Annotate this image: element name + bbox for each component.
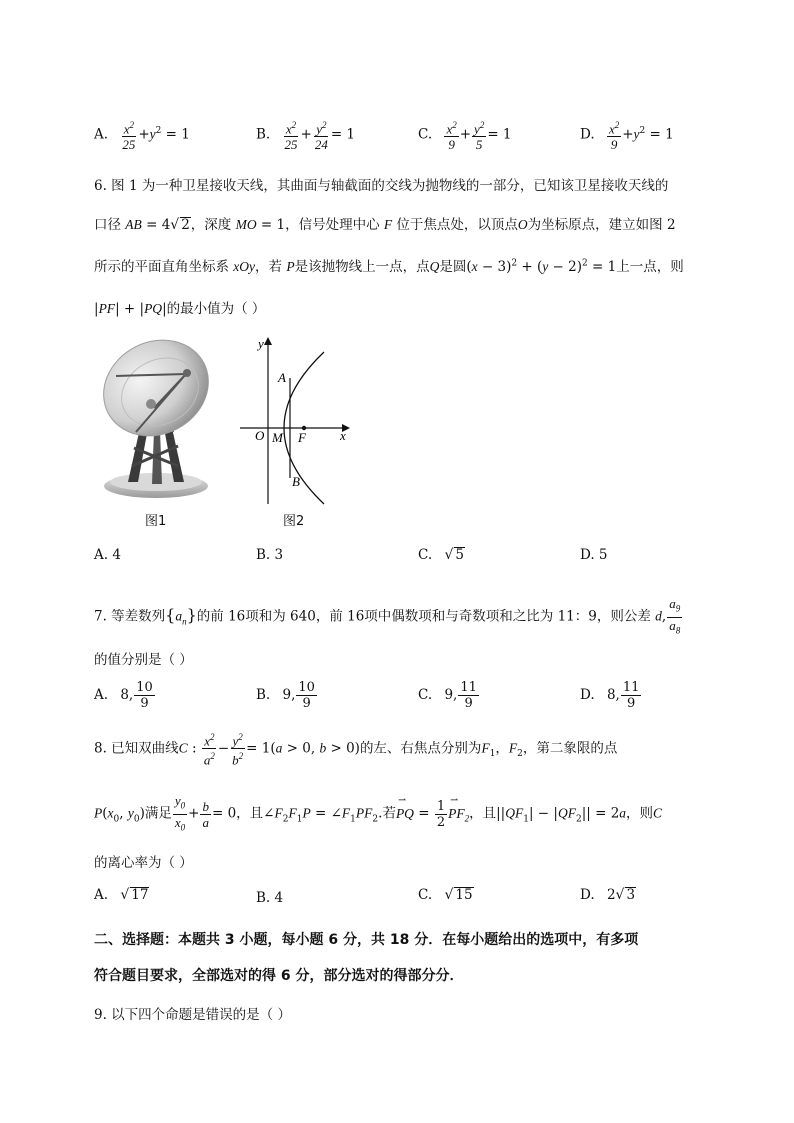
text: 的左、右焦点分别为 — [359, 740, 482, 757]
option-label: C. — [418, 687, 433, 703]
q5-option-d: D. $\frac{x^2}{9}$ $+y^2 = 1$ — [580, 120, 674, 153]
q8-option-d: D. 2√ 3 — [580, 887, 636, 903]
q8-option-a: A. √ 17 — [94, 887, 149, 903]
option-label: C. — [418, 547, 433, 563]
q7-line1: 7. 等差数列$\{a_n\}$的前 16项和为 640，前 16项中偶数项和与奇数项和之比为 11：9，则公差 d, $\frac{a_9}{a_8}$ — [94, 596, 681, 636]
q5-option-b: B. $\frac{x^2}{25}$ + $\frac{y^2}{24}$ = 1 — [256, 120, 356, 153]
axis-x-label: x — [340, 428, 346, 443]
q6-option-a: A. 4 — [94, 547, 121, 563]
q6-option-c: C. √ 5 — [418, 547, 464, 563]
figure1-caption: 图1 — [145, 514, 167, 529]
q7-option-a: A. 8, $\frac{10}{9}$ — [94, 680, 153, 711]
q6-option-b: B. 3 — [256, 547, 284, 563]
option-label: D. — [580, 687, 595, 703]
parabola-diagram — [236, 334, 356, 506]
text: ，第二象限的点 — [522, 740, 618, 757]
text: ，则 — [626, 805, 654, 822]
text: 是圆 — [439, 259, 467, 275]
option-label: A. — [94, 687, 109, 703]
option-label: A. — [94, 887, 109, 903]
figure2-caption: 图2 — [283, 514, 305, 529]
section2-heading-line2: 符合题目要求，全部选对的得 6 分，部分选对的得部分分． — [94, 968, 464, 984]
q7-option-c: C. 9, $\frac{11}{9}$ — [418, 680, 477, 711]
text: 是该抛物线上一点，点 — [294, 259, 430, 275]
text: 的最小值为（ ） — [166, 301, 266, 317]
text: ，若 — [255, 259, 283, 275]
q8-line3: 的离心率为（ ） — [94, 855, 193, 871]
point-b-label: B — [292, 474, 300, 489]
q8-line2: $P(x_0$, $y_0$)满足 $\frac{y_0}{x_0}$ + $\frac{b}{a}$ = 0，且$\angle F_2F_1P$ = $\angle F_1PF_2$.若⇀ PQ = $\frac{1}{2}$ ⇀ $PF_2$，且$||QF_1| - |QF_2|| = 2a$，则C — [94, 793, 662, 835]
q6-option-d: D. 5 — [580, 547, 608, 563]
option-label: D. — [580, 126, 595, 143]
option-label: B. — [256, 126, 271, 143]
text: ，且 — [469, 805, 497, 822]
q8-line1: 8. 已知双曲线C : $\frac{x^2}{a^2}$ − $\frac{y^2}{b^2}$ = 1(a > 0, b > 0)的左、右焦点分别为$F_1$，$F_2$，第二象限的点 — [94, 732, 618, 768]
q7-option-d: D. 8, $\frac{11}{9}$ — [580, 680, 640, 711]
satellite-dish-figure — [96, 336, 216, 502]
q5-option-c: C. $\frac{x^2}{9}$ + $\frac{y^2}{5}$ = 1 — [418, 120, 512, 153]
option-label: A. — [94, 126, 109, 143]
point-f-label: F — [298, 430, 306, 445]
q6-line1: 6. 图 1 为一种卫星接收天线，其曲面与轴截面的交线为抛物线的一部分，已知该卫星接收天线的 — [94, 178, 669, 194]
option-label: D. — [580, 887, 595, 903]
text: 上一点，则 — [616, 259, 684, 275]
text: 位于焦点处，以顶点 — [396, 217, 518, 233]
text: 7. 等差数列 — [94, 608, 166, 625]
text: 口径 — [94, 217, 121, 233]
text: 所示的平面直角坐标系 — [94, 259, 229, 275]
q6-line2: 口径 AB = 4√ 2，深度 MO = 1，信号处理中心 F 位于焦点处，以顶点O为坐标原点，建立如图 2 — [94, 217, 676, 233]
q7-option-b: B. 9, $\frac{10}{9}$ — [256, 680, 315, 711]
q6-line3: 所示的平面直角坐标系 xOy，若 P是该抛物线上一点，点Q是圆$(x - 3)^2 + (y - 2)^2 = 1$上一点，则 — [94, 258, 684, 275]
text: ，且 — [236, 805, 264, 822]
option-label: B. — [256, 687, 271, 703]
axis-y-label: y — [258, 336, 264, 351]
text: ，深度 — [190, 217, 232, 233]
origin-label: O — [255, 428, 265, 443]
q8-option-c: C. √ 15 — [418, 887, 473, 903]
q8-option-b: B. 4 — [256, 890, 284, 906]
text: 为坐标原点，建立如图 2 — [527, 217, 676, 233]
text: 若 — [382, 805, 396, 822]
q7-line2: 的值分别是（ ） — [94, 652, 193, 668]
q6-line4: |PF| + |PQ|的最小值为（ ） — [94, 301, 266, 317]
q5-option-a: A. $\frac{x^2}{25}$ $+y^2 = 1$ — [94, 120, 190, 153]
point-m-label: M — [272, 430, 283, 445]
q9-line1: 9. 以下四个命题是错误的是（ ） — [94, 1007, 291, 1023]
section2-heading-line1: 二、选择题：本题共 3 小题，每小题 6 分，共 18 分．在每小题给出的选项中，有多项 — [94, 932, 639, 948]
text: 的前 16项和为 640，前 16项中偶数项和与奇数项和之比为 11：9，则公差 — [196, 608, 651, 625]
option-label: C. — [418, 887, 433, 903]
point-a-label: A — [278, 370, 286, 385]
text: 8. 已知双曲线 — [94, 740, 179, 757]
text: 满足 — [144, 805, 172, 822]
text: ，信号处理中心 — [285, 217, 380, 233]
option-label: C. — [418, 126, 433, 143]
